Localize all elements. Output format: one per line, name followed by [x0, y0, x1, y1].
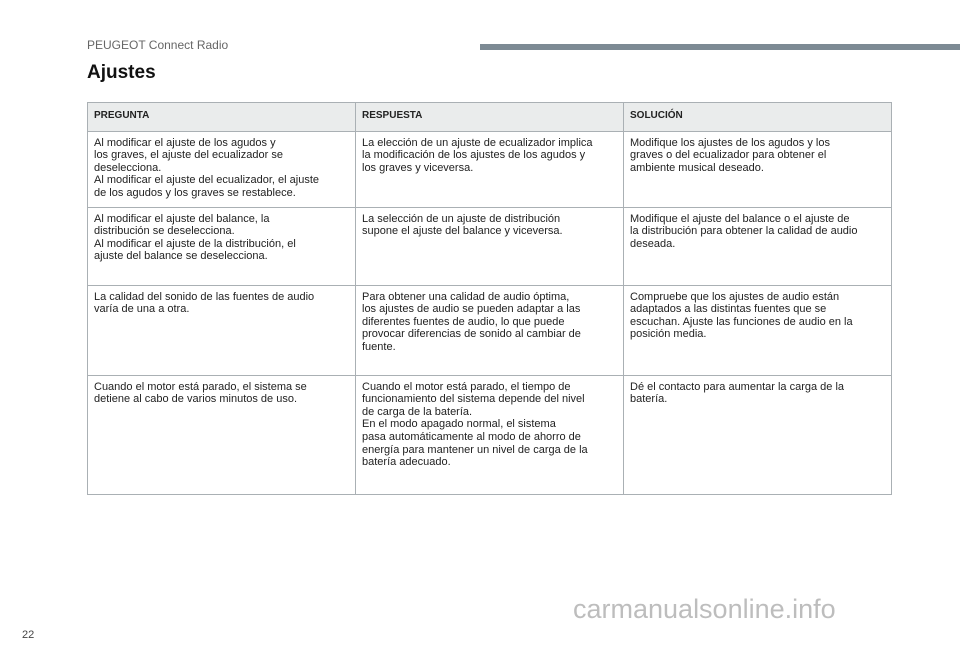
cell-line: de carga de la batería.: [362, 405, 473, 418]
table-row: [88, 207, 892, 285]
table-row: [88, 375, 892, 494]
cell-line: detiene al cabo de varios minutos de uso.: [94, 393, 298, 406]
question-cell: [88, 131, 356, 207]
column-header: SOLUCIÓN: [624, 103, 892, 132]
cell-line: Para obtener una calidad de audio óptima,: [362, 290, 570, 303]
table-row: [88, 285, 892, 375]
header-bar: [480, 44, 960, 50]
cell-line: los graves y viceversa.: [362, 161, 474, 174]
cell-line: diferentes fuentes de audio, lo que puede: [362, 315, 565, 328]
solution-cell: [624, 207, 892, 285]
solution-cell: [624, 285, 892, 375]
cell-line: deseada.: [630, 237, 676, 250]
cell-line: Dé el contacto para aumentar la carga de la: [630, 380, 845, 393]
cell-line: varía de una a otra.: [94, 303, 190, 316]
cell-line: la modificación de los ajustes de los agudos y: [362, 149, 586, 162]
cell-line: Modifique el ajuste del balance o el ajuste de: [630, 212, 850, 225]
cell-line: fuente.: [362, 340, 396, 353]
cell-line: Compruebe que los ajustes de audio están: [630, 290, 840, 303]
faq-table: [87, 102, 892, 495]
cell-line: Al modificar el ajuste del balance, la: [94, 212, 270, 225]
cell-line: energía para mantener un nivel de carga de la: [362, 443, 588, 456]
question-cell: [88, 285, 356, 375]
cell-line: Cuando el motor está parado, el sistema se: [94, 380, 307, 393]
cell-line: los ajustes de audio se pueden adaptar a las: [362, 303, 581, 316]
column-header: RESPUESTA: [356, 103, 624, 132]
solution-cell: [624, 131, 892, 207]
answer-cell: [356, 131, 624, 207]
cell-line: Al modificar el ajuste del ecualizador, el ajuste: [94, 174, 320, 187]
cell-line: posición media.: [630, 328, 707, 341]
question-cell: [88, 207, 356, 285]
cell-line: la distribución para obtener la calidad de audio: [630, 225, 858, 238]
column-header: PREGUNTA: [88, 103, 356, 132]
cell-line: supone el ajuste del balance y viceversa.: [362, 225, 563, 238]
cell-line: La calidad del sonido de las fuentes de audio: [94, 290, 315, 303]
answer-cell: [356, 207, 624, 285]
cell-line: Modifique los ajustes de los agudos y los: [630, 136, 830, 149]
page-title: Ajustes: [87, 62, 156, 83]
cell-line: deselecciona.: [94, 161, 162, 174]
cell-line: provocar diferencias de sonido al cambiar de: [362, 328, 581, 341]
cell-line: En el modo apagado normal, el sistema: [362, 418, 556, 431]
running-header: PEUGEOT Connect Radio: [87, 38, 229, 52]
page-number: 22: [22, 629, 35, 641]
cell-line: Al modificar el ajuste de la distribución, el: [94, 237, 296, 250]
answer-cell: [356, 375, 624, 494]
cell-line: ajuste del balance se deselecciona.: [94, 250, 268, 263]
cell-line: de los agudos y los graves se restablece.: [94, 186, 296, 199]
cell-line: La elección de un ajuste de ecualizador implica: [362, 136, 593, 149]
cell-line: ambiente musical deseado.: [630, 161, 764, 174]
cell-line: funcionamiento del sistema depende del nivel: [362, 393, 585, 406]
cell-line: pasa automáticamente al modo de ahorro de: [362, 430, 581, 443]
table-header-row: [88, 103, 892, 132]
watermark: carmanualsonline.info: [573, 594, 836, 624]
answer-cell: [356, 285, 624, 375]
cell-line: batería.: [630, 393, 668, 406]
cell-line: batería adecuado.: [362, 456, 451, 469]
question-cell: [88, 375, 356, 494]
solution-cell: [624, 375, 892, 494]
cell-line: los graves, el ajuste del ecualizador se: [94, 149, 283, 162]
table-row: [88, 131, 892, 207]
cell-line: escuchan. Ajuste las funciones de audio en la: [630, 315, 853, 328]
cell-line: Cuando el motor está parado, el tiempo de: [362, 380, 571, 393]
cell-line: Al modificar el ajuste de los agudos y: [94, 136, 276, 149]
cell-line: La selección de un ajuste de distribución: [362, 212, 561, 225]
cell-line: adaptados a las distintas fuentes que se: [630, 303, 827, 316]
cell-line: graves o del ecualizador para obtener el: [630, 149, 827, 162]
cell-line: distribución se deselecciona.: [94, 225, 235, 238]
